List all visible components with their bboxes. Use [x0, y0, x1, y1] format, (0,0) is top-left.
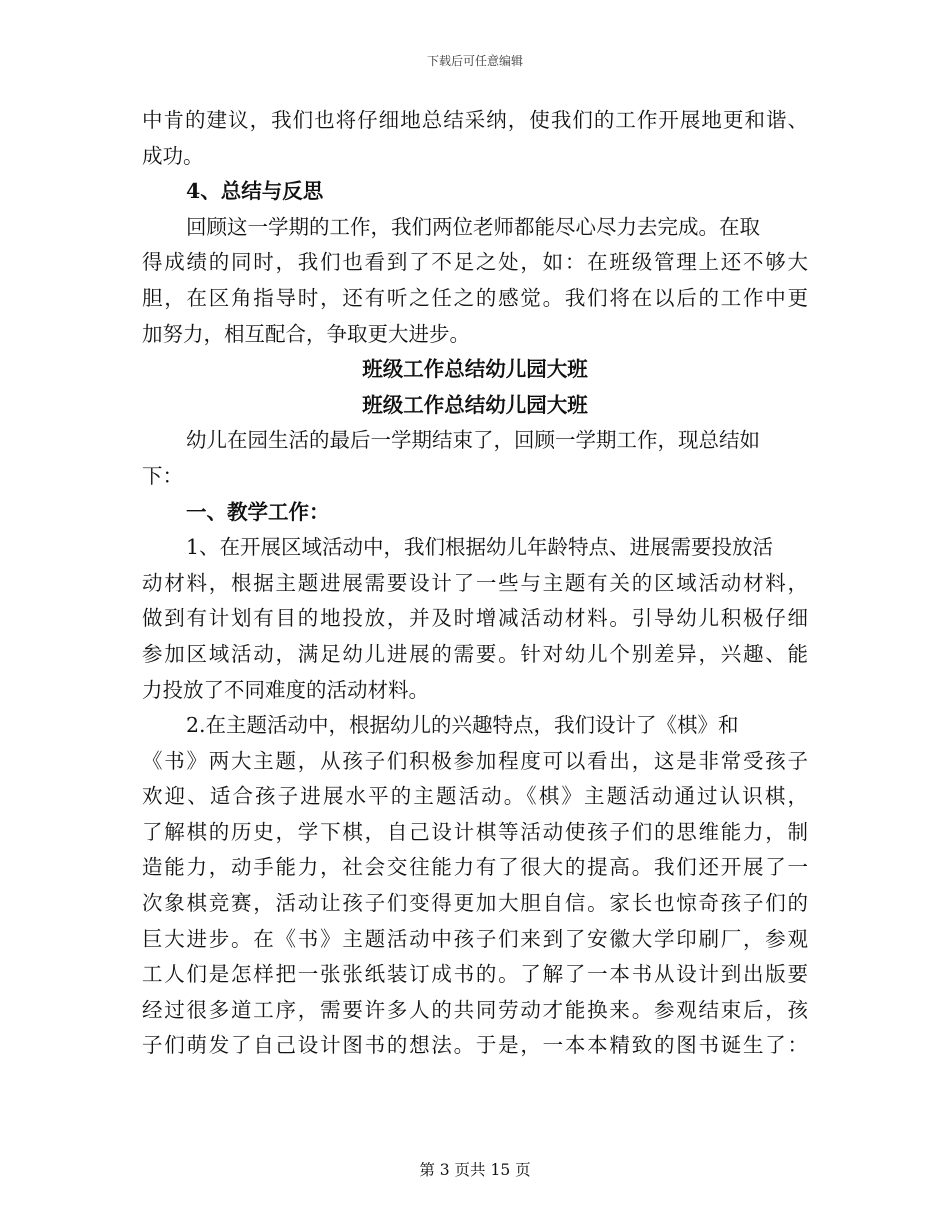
text-line: 下：	[142, 463, 183, 488]
text-line: 胆，在区角指导时，还有听之任之的感觉。我们将在以后的工作中更	[142, 285, 808, 310]
text-line: 成功。	[142, 143, 204, 168]
text-line: 造能力，动手能力，社会交往能力有了很大的提高。我们还开展了一	[142, 855, 808, 880]
text-line: 加努力，相互配合，争取更大进步。	[142, 321, 470, 346]
document-title: 班级工作总结幼儿园大班	[362, 357, 588, 382]
text-line: 得成绩的同时，我们也看到了不足之处，如：在班级管理上还不够大	[142, 250, 808, 275]
text-line: 次象棋竞赛，活动让孩子们变得更加大胆自信。家长也惊奇孩子们的	[142, 891, 808, 916]
text-line: 动材料，根据主题进展需要设计了一些与主题有关的区域活动材料，	[142, 570, 808, 595]
text-line: 了解棋的历史，学下棋，自己设计棋等活动使孩子们的思维能力，制	[142, 819, 808, 844]
text-line: 参加区域活动，满足幼儿进展的需要。针对幼儿个别差异，兴趣、能	[142, 641, 808, 666]
text-line: 1、在开展区域活动中，我们根据幼儿年龄特点、进展需要投放活	[186, 535, 774, 560]
text-line: 欢迎、适合孩子进展水平的主题活动。《棋》主题活动通过认识棋，	[142, 784, 808, 809]
text-line: 回顾这一学期的工作，我们两位老师都能尽心尽力去完成。在取	[186, 214, 760, 239]
document-body	[142, 103, 808, 1064]
text-line: 工人们是怎样把一张张纸装订成书的。了解了一本书从设计到出版要	[142, 962, 808, 987]
text-line: 做到有计划有目的地投放，并及时增减活动材料。引导幼儿积极仔细	[142, 606, 808, 631]
document-title: 班级工作总结幼儿园大班	[362, 392, 588, 417]
text-line: 中肯的建议，我们也将仔细地总结采纳，使我们的工作开展地更和谐、	[142, 108, 808, 132]
text-line: 力投放了不同难度的活动材料。	[142, 677, 429, 702]
text-line: 幼儿在园生活的最后一学期结束了，回顾一学期工作，现总结如	[186, 428, 760, 453]
text-line: 《书》两大主题，从孩子们积极参加程度可以看出，这是非常受孩子	[142, 748, 808, 773]
text-line: 经过很多道工序，需要许多人的共同劳动才能换来。参观结束后，孩	[142, 997, 808, 1022]
section-heading: 4、总结与反思	[186, 179, 324, 204]
text-line: 2.在主题活动中，根据幼儿的兴趣特点，我们设计了《棋》和	[186, 713, 739, 738]
text-line: 巨大进步。在《书》主题活动中孩子们来到了安徽大学印刷厂，参观	[142, 926, 808, 951]
page-header: 下载后可任意编辑	[426, 54, 523, 68]
page-footer: 第 3 页共 15 页	[419, 1161, 531, 1179]
text-line: 子们萌发了自己设计图书的想法。于是，一本本精致的图书诞生了：	[142, 1033, 808, 1058]
section-heading: 一、教学工作：	[186, 499, 330, 524]
